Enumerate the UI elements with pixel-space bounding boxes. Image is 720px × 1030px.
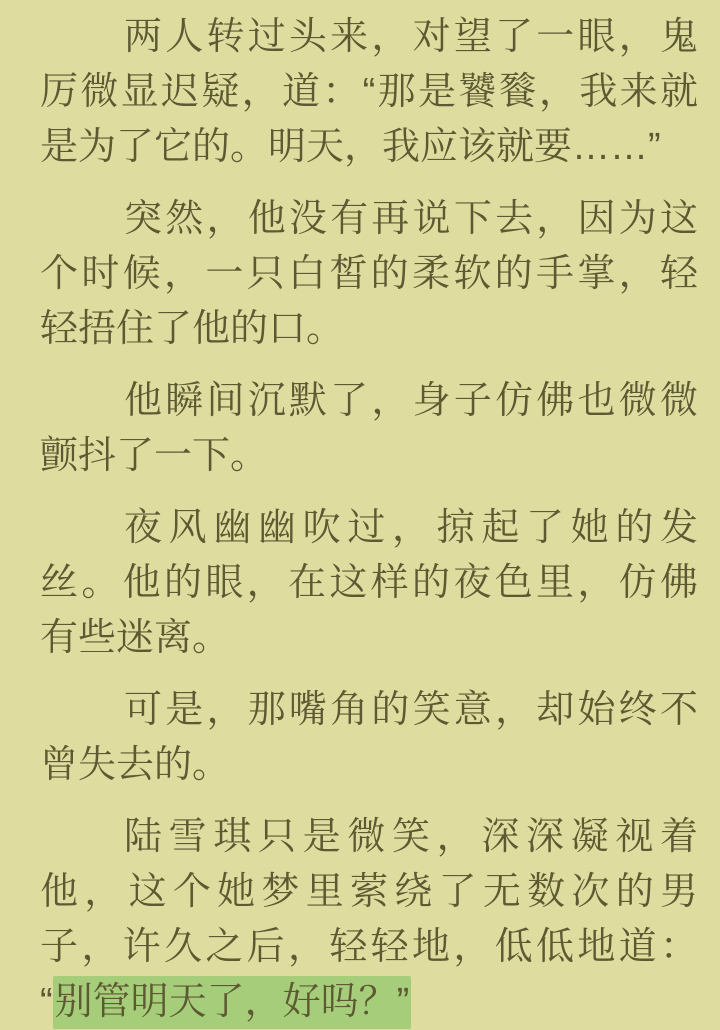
text-line: 轻捂住了他的口。 xyxy=(40,308,345,350)
text-line: 可是，那嘴角的笑意，却始终不 xyxy=(124,689,698,731)
text-line: 他瞬间沉默了，身子仿佛也微微 xyxy=(124,380,698,422)
paragraph xyxy=(40,501,698,666)
paragraph xyxy=(40,192,698,357)
paragraph xyxy=(40,810,698,1030)
text-line: 陆雪琪只是微笑，深深凝视着 xyxy=(124,816,698,858)
quote-prefix: “ xyxy=(40,981,53,1023)
paragraph xyxy=(40,374,698,484)
text-line: 有些迷离。 xyxy=(40,617,231,659)
text-line: 是为了它的。明天，我应该就要……” xyxy=(40,126,661,168)
text-line: 突然，他没有再说下去，因为这 xyxy=(124,198,698,240)
text-line: 厉微显迟疑，道：“那是饕餮，我来就 xyxy=(40,71,698,113)
text-line: 颤抖了一下。 xyxy=(40,435,269,477)
paragraph xyxy=(40,10,698,175)
text-line xyxy=(40,975,698,1030)
text-line: 两人转过头来，对望了一眼，鬼 xyxy=(124,16,698,58)
highlighted-text[interactable]: 别管明天了，好吗？” xyxy=(53,976,412,1029)
text-line: 他，这个她梦里萦绕了无数次的男 xyxy=(40,871,698,913)
text-line: 曾失去的。 xyxy=(40,744,231,786)
paragraph xyxy=(40,683,698,793)
text-line: 夜风幽幽吹过，掠起了她的发 xyxy=(124,507,698,549)
text-line: 丝。他的眼，在这样的夜色里，仿佛 xyxy=(40,562,698,604)
text-line: 子，许久之后，轻轻地，低低地道： xyxy=(40,926,698,968)
text-line: 个时候，一只白皙的柔软的手掌，轻 xyxy=(40,253,698,295)
